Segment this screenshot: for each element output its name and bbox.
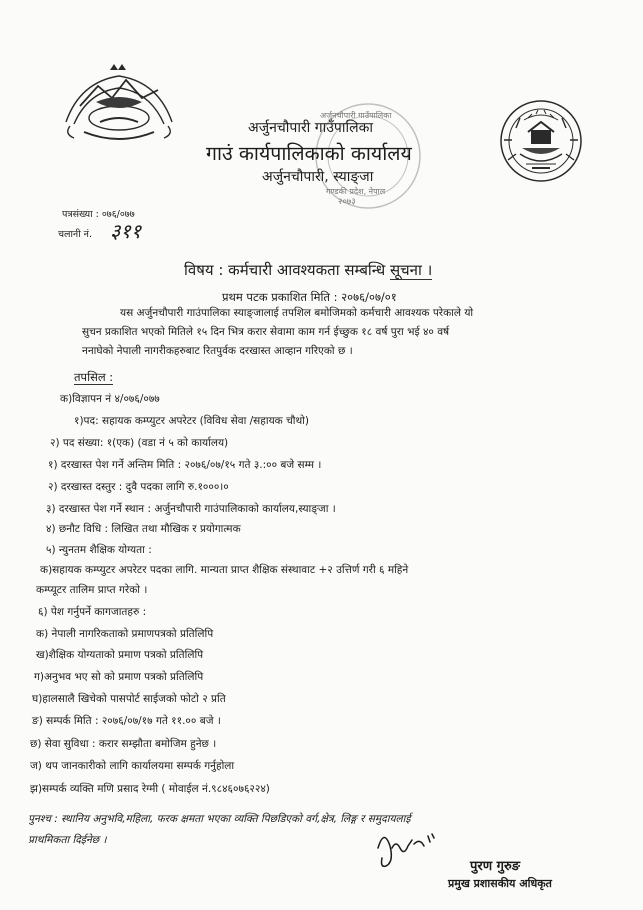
office-header-line2: गाउं कार्यपालिकाको कार्यालय — [206, 142, 412, 165]
detail-line: १) दरखास्त पेश गर्ने अन्तिम मिति : २०७६/०७/१५ गते ३.:०० बजे सम्म । — [48, 459, 322, 471]
detail-line: ख)शैक्षिक योग्यताको प्रमाण पत्रको प्रतिलिपि — [36, 649, 204, 661]
detail-line: क) नेपाली नागरिकताको प्रमाणपत्रको प्रतिलिपि — [36, 628, 214, 640]
handwritten-signature — [370, 818, 450, 872]
detail-line: क)सहायक कम्प्युटर अपरेटर पदका लागि. मान्यता प्राप्त शैक्षिक संस्थावाट +२ उत्तिर्ण गरी ६ महिने — [40, 564, 409, 576]
detail-line: घ)हालसालै खिचेको पासपोर्ट साईजको फोटो २ प्रति — [32, 693, 226, 705]
notice-subject — [184, 260, 432, 280]
notice-subject-text: विषय : कर्मचारी आवश्यकता सम्बन्धि — [184, 261, 386, 279]
detail-line: ग)अनुभव भए सो को प्रमाण पत्रको प्रतिलिपि — [34, 671, 204, 683]
published-date: प्रथम पटक प्रकाशित मिति : २०७६/०७/०१ — [222, 290, 397, 304]
detail-line: १)पद: सहायक कम्प्युटर अपरेटर (विविध सेवा /सहायक चौथो) — [74, 415, 309, 427]
seal-year: २०७३ — [338, 197, 356, 207]
details-heading: तपसिल : — [74, 370, 114, 384]
detail-line: झ)सम्पर्क व्यक्ति मणि प्रसाद रेग्मी ( मोवाईल नं.९८४६०७६२२४) — [30, 783, 270, 795]
postscript-line-1: पुनश्च : स्थानिय अनुभवि,महिला, फरक क्षमता भएका व्यक्ति पिछडिएको वर्ग,क्षेत्र, लिङ्ग र समुदायलाई — [28, 813, 411, 825]
signatory-name: पुरण गुरुङ — [470, 859, 520, 874]
nepal-emblem-logo — [60, 62, 178, 146]
detail-line: कम्प्यूटर तालिम प्राप्त गरेको । — [36, 584, 148, 596]
dispatch-number: ३११ — [110, 219, 142, 243]
seal-region: गण्डकी प्रदेश, नेपाल — [326, 187, 386, 196]
detail-line: ४) छनौट विधि : लिखित तथा मौखिक र प्रयोगात्मक — [46, 523, 241, 535]
detail-line: ६) पेश गर्नुपर्ने कागजातहरु : — [38, 606, 147, 618]
postscript-line-2: प्राथमिकता दिईनेछ । — [28, 834, 107, 846]
detail-line: ३) दरखास्त पेश गर्ने स्थान : अर्जुनचौपारी गाउंपालिकाको कार्यालय,स्याङ्जा । — [46, 503, 336, 515]
intro-line-1: यस अर्जुनचौपारी गाउंपालिका स्याङ्जालाई तपशिल बमोजिमको कर्मचारी आवश्यक परेकाले यो — [120, 307, 474, 319]
signatory-title: प्रमुख प्रशासकीय अधिकृत — [448, 877, 552, 890]
municipality-logo — [498, 98, 584, 184]
intro-line-2: सुचन प्रकाशित भएको मितिले १५ दिन भित्र करार सेवामा काम गर्न ईच्छुक १८ वर्ष पुरा भई ४० वर्ष — [82, 326, 450, 338]
office-header-line3: अर्जुनचौपारी, स्याङ्जा — [262, 169, 374, 185]
detail-line: २) दरखास्त दस्तुर : दुवै पदका लागि रु.१०००।० — [48, 481, 229, 493]
detail-line: ५) न्युनतम शैक्षिक योग्यता : — [46, 544, 152, 556]
detail-line: क)विज्ञापन नं ४/०७६/०७७ — [60, 393, 160, 405]
office-header-line1: अर्जुनचौपारी गाउँपालिका — [248, 120, 374, 136]
dispatch-number-label: चलानी नं. — [58, 229, 92, 240]
intro-line-3: ननाघेको नेपाली नागरीकहरुबाट रितपुर्वक दरखास्त आव्हान गरिएको छ । — [82, 345, 353, 357]
detail-line: छ) सेवा सुविधा : करार सम्झौता बमोजिम हुनेछ । — [30, 738, 217, 750]
detail-line: २) पद संख्या: १(एक) (वडा नं ५ को कार्यालय) — [50, 437, 229, 449]
detail-line: ङ) सम्पर्क मिति : २०७६/०७/१७ गते ११.०० बजे । — [32, 715, 221, 727]
letter-number: पत्रसंख्या : ०७६/०७७ — [62, 209, 135, 220]
seal-text: अर्जुनचौपारी गाउँपालिका — [320, 111, 392, 120]
detail-line: ज) थप जानकारीको लागि कार्यालयमा सम्पर्क गर्नुहोला — [30, 760, 235, 772]
notice-subject-underlined: सूचना । — [389, 261, 433, 279]
